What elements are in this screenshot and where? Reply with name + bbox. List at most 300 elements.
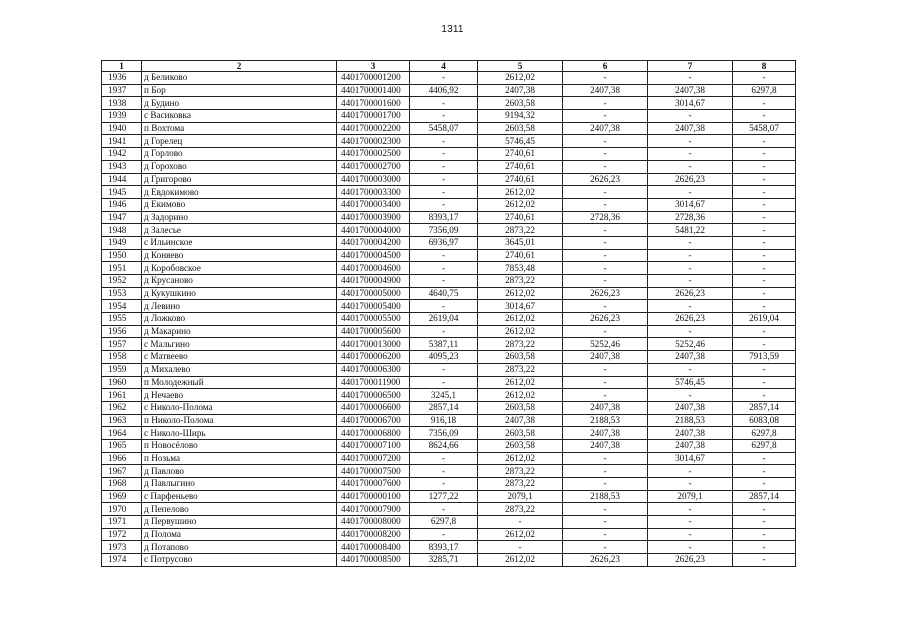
value-cell-6: -: [563, 275, 648, 288]
value-cell-7: 3014,67: [648, 198, 733, 211]
value-cell-8: -: [733, 541, 796, 554]
value-cell-5: -: [478, 541, 563, 554]
value-cell-5: 2612,02: [478, 452, 563, 465]
value-cell-6: 2626,23: [563, 554, 648, 567]
value-cell-4: -: [410, 110, 478, 123]
oktmo-code-cell: 4401700002200: [337, 122, 410, 135]
value-cell-6: 2626,23: [563, 287, 648, 300]
value-cell-4: 2857,14: [410, 401, 478, 414]
row-number-cell: 1954: [102, 300, 142, 313]
value-cell-7: -: [648, 236, 733, 249]
oktmo-code-cell: 4401700000100: [337, 490, 410, 503]
value-cell-6: -: [563, 198, 648, 211]
oktmo-code-cell: 4401700008400: [337, 541, 410, 554]
value-cell-8: 6297,8: [733, 84, 796, 97]
value-cell-8: -: [733, 198, 796, 211]
settlement-name-cell: п Бор: [142, 84, 337, 97]
value-cell-5: 7853,48: [478, 262, 563, 275]
value-cell-7: -: [648, 110, 733, 123]
row-number-cell: 1946: [102, 198, 142, 211]
value-cell-5: 2603,58: [478, 401, 563, 414]
row-number-cell: 1973: [102, 541, 142, 554]
value-cell-6: 2407,38: [563, 351, 648, 364]
value-cell-4: -: [410, 503, 478, 516]
value-cell-8: -: [733, 186, 796, 199]
table-row: [102, 249, 796, 262]
value-cell-6: -: [563, 325, 648, 338]
table-row: [102, 198, 796, 211]
table-row: [102, 541, 796, 554]
value-cell-8: 5458,07: [733, 122, 796, 135]
value-cell-5: 2612,02: [478, 186, 563, 199]
row-number-cell: 1956: [102, 325, 142, 338]
table-row: [102, 186, 796, 199]
value-cell-8: -: [733, 262, 796, 275]
value-cell-4: 6936,97: [410, 236, 478, 249]
table-row: [102, 110, 796, 123]
value-cell-8: 6297,8: [733, 439, 796, 452]
value-cell-7: 2626,23: [648, 313, 733, 326]
table-body: [102, 72, 796, 567]
row-number-cell: 1938: [102, 97, 142, 110]
value-cell-7: -: [648, 516, 733, 529]
value-cell-7: -: [648, 186, 733, 199]
value-cell-5: 2740,61: [478, 148, 563, 161]
row-number-cell: 1961: [102, 389, 142, 402]
value-cell-4: -: [410, 249, 478, 262]
value-cell-4: -: [410, 186, 478, 199]
value-cell-5: 2612,02: [478, 554, 563, 567]
settlement-name-cell: с Николо-Ширь: [142, 427, 337, 440]
oktmo-code-cell: 4401700006800: [337, 427, 410, 440]
table-row: [102, 389, 796, 402]
value-cell-8: -: [733, 97, 796, 110]
value-cell-5: 2612,02: [478, 389, 563, 402]
settlement-name-cell: д Залесье: [142, 224, 337, 237]
value-cell-4: -: [410, 325, 478, 338]
value-cell-4: -: [410, 160, 478, 173]
table-row: [102, 173, 796, 186]
value-cell-6: -: [563, 478, 648, 491]
row-number-cell: 1957: [102, 338, 142, 351]
value-cell-6: -: [563, 516, 648, 529]
row-number-cell: 1941: [102, 135, 142, 148]
oktmo-code-cell: 4401700007200: [337, 452, 410, 465]
value-cell-7: 2626,23: [648, 287, 733, 300]
value-cell-6: -: [563, 236, 648, 249]
oktmo-code-cell: 4401700001400: [337, 84, 410, 97]
row-number-cell: 1945: [102, 186, 142, 199]
row-number-cell: 1963: [102, 414, 142, 427]
value-cell-8: -: [733, 465, 796, 478]
value-cell-6: -: [563, 72, 648, 85]
table-row: [102, 135, 796, 148]
settlement-name-cell: д Евдокимово: [142, 186, 337, 199]
value-cell-7: -: [648, 363, 733, 376]
value-cell-6: -: [563, 503, 648, 516]
settlement-name-cell: д Задорино: [142, 211, 337, 224]
row-number-cell: 1937: [102, 84, 142, 97]
column-header: 6: [563, 61, 648, 72]
row-number-cell: 1936: [102, 72, 142, 85]
value-cell-8: -: [733, 236, 796, 249]
value-cell-5: 3645,01: [478, 236, 563, 249]
table-row: [102, 148, 796, 161]
table-row: [102, 300, 796, 313]
value-cell-7: 5481,22: [648, 224, 733, 237]
row-number-cell: 1965: [102, 439, 142, 452]
value-cell-5: 2407,38: [478, 84, 563, 97]
table-header-row: [102, 61, 796, 72]
value-cell-7: 3014,67: [648, 452, 733, 465]
value-cell-7: 2079,1: [648, 490, 733, 503]
table-row: [102, 275, 796, 288]
oktmo-code-cell: 4401700007500: [337, 465, 410, 478]
value-cell-7: -: [648, 503, 733, 516]
value-cell-7: -: [648, 135, 733, 148]
column-header: 1: [102, 61, 142, 72]
row-number-cell: 1948: [102, 224, 142, 237]
value-cell-7: 2188,53: [648, 414, 733, 427]
value-cell-8: 2857,14: [733, 490, 796, 503]
row-number-cell: 1968: [102, 478, 142, 491]
oktmo-code-cell: 4401700002500: [337, 148, 410, 161]
oktmo-code-cell: 4401700006300: [337, 363, 410, 376]
value-cell-4: -: [410, 97, 478, 110]
row-number-cell: 1953: [102, 287, 142, 300]
value-cell-6: 5252,46: [563, 338, 648, 351]
value-cell-8: -: [733, 478, 796, 491]
table-row: [102, 72, 796, 85]
value-cell-7: 5252,46: [648, 338, 733, 351]
table-row: [102, 414, 796, 427]
page-number: 1311: [441, 24, 464, 35]
table-row: [102, 363, 796, 376]
settlement-name-cell: с Матвеево: [142, 351, 337, 364]
row-number-cell: 1951: [102, 262, 142, 275]
row-number-cell: 1952: [102, 275, 142, 288]
value-cell-6: 2728,36: [563, 211, 648, 224]
value-cell-4: -: [410, 376, 478, 389]
settlement-name-cell: д Горохово: [142, 160, 337, 173]
value-cell-6: -: [563, 541, 648, 554]
value-cell-7: -: [648, 478, 733, 491]
value-cell-5: 2603,58: [478, 351, 563, 364]
oktmo-code-cell: 4401700005500: [337, 313, 410, 326]
table-row: [102, 452, 796, 465]
value-cell-7: -: [648, 72, 733, 85]
value-cell-4: 2619,04: [410, 313, 478, 326]
value-cell-4: 8393,17: [410, 211, 478, 224]
value-cell-4: 6297,8: [410, 516, 478, 529]
value-cell-7: -: [648, 541, 733, 554]
value-cell-8: -: [733, 338, 796, 351]
value-cell-4: 4406,92: [410, 84, 478, 97]
value-cell-6: -: [563, 97, 648, 110]
value-cell-7: 5746,45: [648, 376, 733, 389]
oktmo-code-cell: 4401700006600: [337, 401, 410, 414]
value-cell-5: 2612,02: [478, 198, 563, 211]
settlement-name-cell: д Кукушкино: [142, 287, 337, 300]
oktmo-code-cell: 4401700003900: [337, 211, 410, 224]
value-cell-7: 2728,36: [648, 211, 733, 224]
value-cell-5: -: [478, 516, 563, 529]
settlement-name-cell: д Беликово: [142, 72, 337, 85]
value-cell-8: -: [733, 148, 796, 161]
settlement-name-cell: д Левино: [142, 300, 337, 313]
row-number-cell: 1966: [102, 452, 142, 465]
value-cell-8: 2619,04: [733, 313, 796, 326]
value-cell-5: 2740,61: [478, 160, 563, 173]
value-cell-5: 2079,1: [478, 490, 563, 503]
value-cell-6: 2407,38: [563, 401, 648, 414]
value-cell-5: 2740,61: [478, 249, 563, 262]
value-cell-8: -: [733, 503, 796, 516]
table-row: [102, 478, 796, 491]
oktmo-code-cell: 4401700002700: [337, 160, 410, 173]
value-cell-5: 2873,22: [478, 338, 563, 351]
row-number-cell: 1967: [102, 465, 142, 478]
oktmo-code-cell: 4401700003000: [337, 173, 410, 186]
value-cell-8: -: [733, 211, 796, 224]
table-row: [102, 465, 796, 478]
value-cell-6: 2626,23: [563, 173, 648, 186]
value-cell-5: 2603,58: [478, 427, 563, 440]
settlement-name-cell: д Пепелово: [142, 503, 337, 516]
settlement-name-cell: с Васиковка: [142, 110, 337, 123]
value-cell-8: 7913,59: [733, 351, 796, 364]
settlement-name-cell: с Мальгино: [142, 338, 337, 351]
table-row: [102, 84, 796, 97]
table-row: [102, 160, 796, 173]
value-cell-5: 2603,58: [478, 122, 563, 135]
settlement-name-cell: д Полома: [142, 528, 337, 541]
value-cell-8: -: [733, 516, 796, 529]
row-number-cell: 1944: [102, 173, 142, 186]
value-cell-4: 7356,09: [410, 224, 478, 237]
table-row: [102, 122, 796, 135]
value-cell-5: 2612,02: [478, 376, 563, 389]
value-cell-8: -: [733, 300, 796, 313]
oktmo-code-cell: 4401700006700: [337, 414, 410, 427]
oktmo-code-cell: 4401700001200: [337, 72, 410, 85]
settlement-name-cell: п Вохтома: [142, 122, 337, 135]
value-cell-5: 2740,61: [478, 211, 563, 224]
data-table: [101, 60, 796, 567]
value-cell-5: 2603,58: [478, 97, 563, 110]
value-cell-4: 4640,75: [410, 287, 478, 300]
row-number-cell: 1942: [102, 148, 142, 161]
value-cell-6: 2188,53: [563, 414, 648, 427]
value-cell-4: 8624,66: [410, 439, 478, 452]
value-cell-4: -: [410, 300, 478, 313]
row-number-cell: 1943: [102, 160, 142, 173]
row-number-cell: 1939: [102, 110, 142, 123]
row-number-cell: 1974: [102, 554, 142, 567]
value-cell-8: -: [733, 452, 796, 465]
row-number-cell: 1950: [102, 249, 142, 262]
value-cell-6: -: [563, 389, 648, 402]
value-cell-8: 6297,8: [733, 427, 796, 440]
value-cell-4: -: [410, 262, 478, 275]
value-cell-6: -: [563, 363, 648, 376]
column-header: 4: [410, 61, 478, 72]
table-row: [102, 97, 796, 110]
value-cell-5: 2407,38: [478, 414, 563, 427]
settlement-name-cell: д Будино: [142, 97, 337, 110]
oktmo-code-cell: 4401700004000: [337, 224, 410, 237]
table-row: [102, 401, 796, 414]
settlement-name-cell: д Горлово: [142, 148, 337, 161]
oktmo-code-cell: 4401700008000: [337, 516, 410, 529]
value-cell-6: -: [563, 300, 648, 313]
value-cell-4: -: [410, 135, 478, 148]
settlement-name-cell: д Крусаново: [142, 275, 337, 288]
settlement-name-cell: д Макарино: [142, 325, 337, 338]
value-cell-4: 3285,71: [410, 554, 478, 567]
oktmo-code-cell: 4401700002300: [337, 135, 410, 148]
value-cell-8: -: [733, 363, 796, 376]
oktmo-code-cell: 4401700005000: [337, 287, 410, 300]
value-cell-4: -: [410, 148, 478, 161]
value-cell-5: 2873,22: [478, 363, 563, 376]
value-cell-7: 2407,38: [648, 427, 733, 440]
oktmo-code-cell: 4401700013000: [337, 338, 410, 351]
value-cell-4: 3245,1: [410, 389, 478, 402]
value-cell-8: -: [733, 376, 796, 389]
value-cell-6: 2407,38: [563, 122, 648, 135]
value-cell-7: 3014,67: [648, 97, 733, 110]
settlement-name-cell: д Горелец: [142, 135, 337, 148]
value-cell-4: 1277,22: [410, 490, 478, 503]
table-row: [102, 287, 796, 300]
settlement-name-cell: д Первушино: [142, 516, 337, 529]
value-cell-5: 2612,02: [478, 287, 563, 300]
value-cell-7: 2407,38: [648, 351, 733, 364]
oktmo-code-cell: 4401700008500: [337, 554, 410, 567]
value-cell-8: -: [733, 173, 796, 186]
value-cell-4: 7356,09: [410, 427, 478, 440]
oktmo-code-cell: 4401700006500: [337, 389, 410, 402]
oktmo-code-cell: 4401700003300: [337, 186, 410, 199]
value-cell-8: -: [733, 554, 796, 567]
settlement-name-cell: п Нозьма: [142, 452, 337, 465]
settlement-name-cell: д Потапово: [142, 541, 337, 554]
settlement-name-cell: д Павлово: [142, 465, 337, 478]
column-header: 3: [337, 61, 410, 72]
row-number-cell: 1949: [102, 236, 142, 249]
table-row: [102, 528, 796, 541]
value-cell-4: -: [410, 198, 478, 211]
oktmo-code-cell: 4401700007600: [337, 478, 410, 491]
table-row: [102, 516, 796, 529]
value-cell-8: -: [733, 325, 796, 338]
settlement-name-cell: д Ложково: [142, 313, 337, 326]
value-cell-7: -: [648, 249, 733, 262]
value-cell-5: 2603,58: [478, 439, 563, 452]
table-row: [102, 211, 796, 224]
table-row: [102, 490, 796, 503]
value-cell-6: -: [563, 528, 648, 541]
settlement-name-cell: д Павлыгино: [142, 478, 337, 491]
value-cell-6: -: [563, 262, 648, 275]
settlement-name-cell: д Михалево: [142, 363, 337, 376]
settlement-name-cell: с Парфеньево: [142, 490, 337, 503]
settlement-name-cell: д Коняево: [142, 249, 337, 262]
column-header: 5: [478, 61, 563, 72]
row-number-cell: 1962: [102, 401, 142, 414]
table-row: [102, 554, 796, 567]
value-cell-6: -: [563, 224, 648, 237]
value-cell-4: -: [410, 478, 478, 491]
value-cell-8: -: [733, 389, 796, 402]
table-row: [102, 376, 796, 389]
column-header: 7: [648, 61, 733, 72]
oktmo-code-cell: 4401700004900: [337, 275, 410, 288]
settlement-name-cell: п Николо-Полома: [142, 414, 337, 427]
oktmo-code-cell: 4401700003400: [337, 198, 410, 211]
value-cell-6: -: [563, 148, 648, 161]
value-cell-4: -: [410, 72, 478, 85]
value-cell-4: 916,18: [410, 414, 478, 427]
value-cell-4: 5387,11: [410, 338, 478, 351]
value-cell-7: -: [648, 148, 733, 161]
oktmo-code-cell: 4401700006200: [337, 351, 410, 364]
value-cell-7: -: [648, 465, 733, 478]
oktmo-code-cell: 4401700001600: [337, 97, 410, 110]
settlement-name-cell: п Новосёлово: [142, 439, 337, 452]
value-cell-8: -: [733, 160, 796, 173]
oktmo-code-cell: 4401700001700: [337, 110, 410, 123]
value-cell-7: -: [648, 389, 733, 402]
value-cell-6: -: [563, 376, 648, 389]
value-cell-6: -: [563, 160, 648, 173]
value-cell-7: 2626,23: [648, 554, 733, 567]
row-number-cell: 1971: [102, 516, 142, 529]
table-row: [102, 351, 796, 364]
column-header: 2: [142, 61, 337, 72]
table-row: [102, 439, 796, 452]
value-cell-8: 6083,08: [733, 414, 796, 427]
value-cell-5: 2873,22: [478, 224, 563, 237]
value-cell-5: 2873,22: [478, 478, 563, 491]
column-header: 8: [733, 61, 796, 72]
value-cell-5: 2873,22: [478, 465, 563, 478]
value-cell-5: 5746,45: [478, 135, 563, 148]
value-cell-6: 2407,38: [563, 439, 648, 452]
value-cell-7: -: [648, 325, 733, 338]
row-number-cell: 1955: [102, 313, 142, 326]
row-number-cell: 1969: [102, 490, 142, 503]
value-cell-4: -: [410, 528, 478, 541]
value-cell-7: -: [648, 528, 733, 541]
value-cell-4: -: [410, 363, 478, 376]
value-cell-8: -: [733, 110, 796, 123]
value-cell-4: -: [410, 465, 478, 478]
value-cell-7: 2407,38: [648, 401, 733, 414]
row-number-cell: 1958: [102, 351, 142, 364]
settlement-name-cell: д Григорово: [142, 173, 337, 186]
table-row: [102, 313, 796, 326]
value-cell-8: -: [733, 249, 796, 262]
settlement-name-cell: с Николо-Полома: [142, 401, 337, 414]
value-cell-7: 2407,38: [648, 439, 733, 452]
table-row: [102, 224, 796, 237]
value-cell-5: 3014,67: [478, 300, 563, 313]
row-number-cell: 1972: [102, 528, 142, 541]
table-row: [102, 503, 796, 516]
value-cell-4: -: [410, 275, 478, 288]
